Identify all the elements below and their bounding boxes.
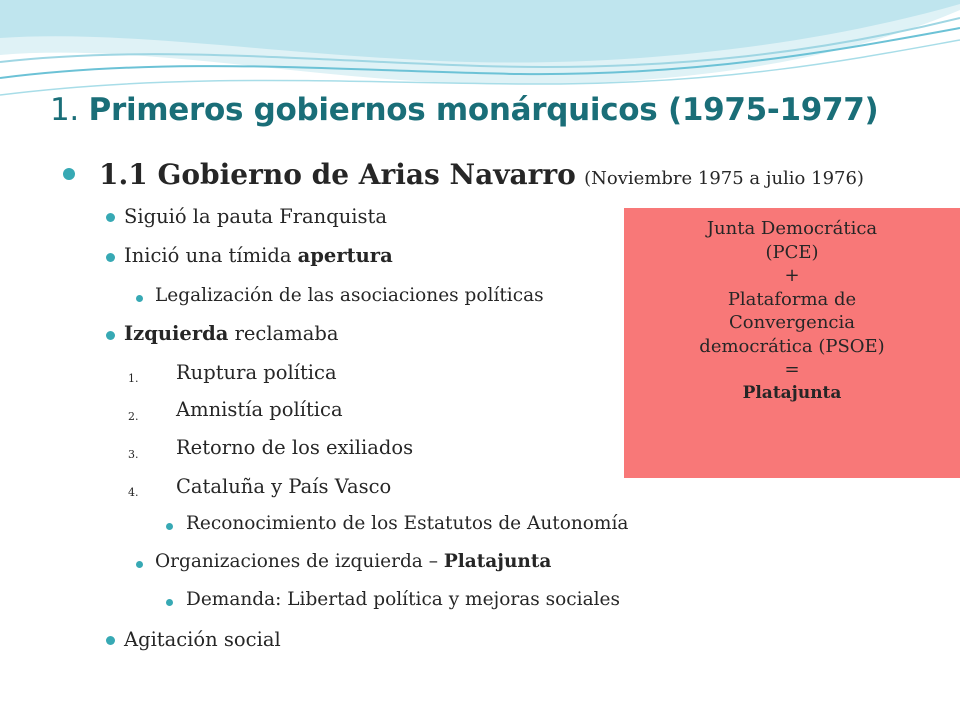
item-amnistia: Amnistía política	[176, 398, 343, 421]
list-number: 3.	[128, 448, 139, 461]
bullet-icon	[106, 636, 115, 645]
page-title	[50, 92, 930, 128]
bullet-icon	[63, 168, 75, 180]
platajunta-box	[624, 208, 960, 478]
bullet-icon	[106, 331, 115, 340]
title-text: Primeros gobiernos monárquicos (1975-1977)	[88, 92, 879, 128]
item-izquierda	[124, 322, 338, 345]
item-retorno: Retorno de los exiliados	[176, 436, 414, 459]
item-organizaciones	[155, 551, 551, 572]
item-ruptura: Ruptura política	[176, 361, 337, 384]
bullet-icon	[106, 253, 115, 262]
box-line: Plataforma de	[727, 288, 857, 310]
bullet-icon	[166, 523, 173, 530]
title-number: 1.	[50, 92, 79, 128]
item-apertura	[124, 244, 393, 267]
item-organizaciones-text: Organizaciones de izquierda –	[155, 551, 444, 572]
list-number: 4.	[128, 486, 139, 499]
box-line: +	[784, 265, 800, 286]
item-legalizacion: Legalización de las asociaciones políticas	[155, 285, 544, 306]
bullet-icon	[136, 295, 143, 302]
box-line: democrática (PSOE)	[699, 335, 885, 357]
item-organizaciones-bold: Platajunta	[443, 551, 552, 572]
section-heading-main: 1.1 Gobierno de Arias Navarro	[99, 158, 576, 191]
bullet-icon	[136, 561, 143, 568]
item-agitacion: Agitación social	[124, 628, 281, 651]
item-cataluna: Cataluña y País Vasco	[176, 475, 392, 498]
item-estatutos: Reconocimiento de los Estatutos de Autonomía	[186, 513, 629, 534]
section-heading	[99, 158, 864, 191]
item-apertura-bold: apertura	[297, 244, 393, 267]
box-line: Junta Democrática	[706, 218, 878, 239]
item-izquierda-text: reclamaba	[228, 322, 339, 345]
box-line: =	[784, 359, 800, 380]
box-line: (PCE)	[765, 241, 819, 263]
item-apertura-text: Inició una tímida	[124, 244, 298, 267]
list-number: 1.	[128, 372, 139, 385]
bullet-icon	[166, 599, 173, 606]
item-pauta: Siguió la pauta Franquista	[124, 205, 387, 228]
box-result: Platajunta	[742, 382, 842, 403]
box-line: Convergencia	[729, 312, 855, 333]
item-izquierda-bold: Izquierda	[124, 322, 229, 345]
bullet-icon	[106, 213, 115, 222]
list-number: 2.	[128, 410, 139, 423]
item-demanda: Demanda: Libertad política y mejoras sociales	[186, 589, 620, 610]
section-heading-dates: (Noviembre 1975 a julio 1976)	[584, 168, 864, 189]
